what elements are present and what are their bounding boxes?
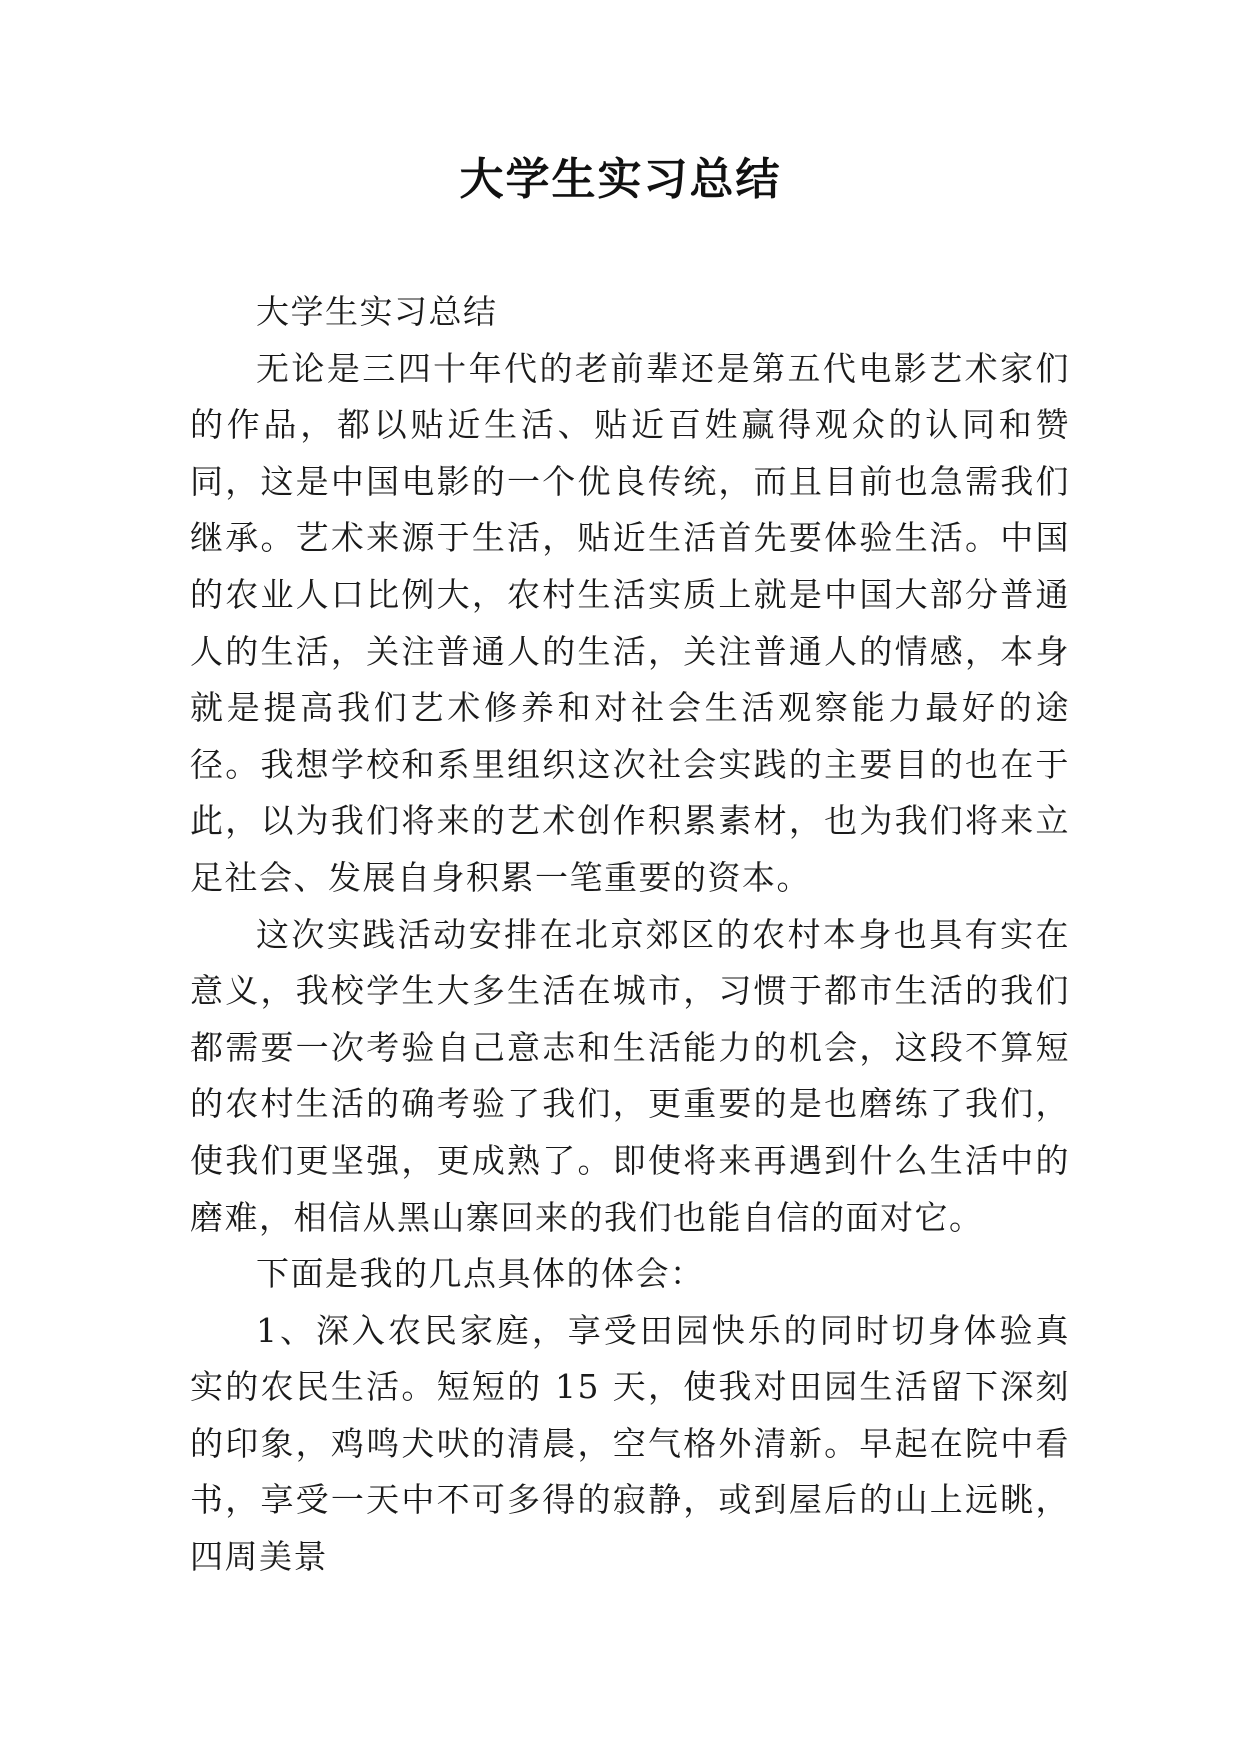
paragraph: 无论是三四十年代的老前辈还是第五代电影艺术家们的作品，都以贴近生活、贴近百姓赢得观众的认同和赞同，这是中国电影的一个优良传统，而且目前也急需我们继承。艺术来源于生活，贴近生活首先要体验生活。中国的农业人口比例大，农村生活实质上就是中国大部分普通人的生活，关注普通人的生活，关注普通人的情感，本身就是提高我们艺术修养和对社会生活观察能力最好的途径。我想学校和系里组织这次社会实践的主要目的也在于此，以为我们将来的艺术创作积累素材，也为我们将来立足社会、发展自身积累一笔重要的资本。 — [190, 348, 1070, 897]
document-title: 大学生实习总结 — [459, 154, 782, 205]
document-body — [190, 284, 1070, 1586]
paragraph: 下面是我的几点具体的体会： — [256, 1254, 705, 1294]
paragraph-heading: 大学生实习总结 — [256, 292, 498, 331]
paragraph: 1、深入农民家庭，享受田园快乐的同时切身体验真实的农民生活。短短的 15 天，使我对田园生活留下深刻的印象，鸡鸣犬吠的清晨，空气格外清新。早起在院中看书，享受一天中不可多得的寂静，或到屋后的山上远眺，四周美景 — [190, 1310, 1070, 1577]
paragraph: 这次实践活动安排在北京郊区的农村本身也具有实在意义，我校学生大多生活在城市，习惯于都市生活的我们都需要一次考验自己意志和生活能力的机会，这段不算短的农村生活的确考验了我们，更重要的是也磨练了我们，使我们更坚强，更成熟了。即使将来再遇到什么生活中的磨难，相信从黑山寨回来的我们也能自信的面对它。 — [190, 914, 1070, 1237]
